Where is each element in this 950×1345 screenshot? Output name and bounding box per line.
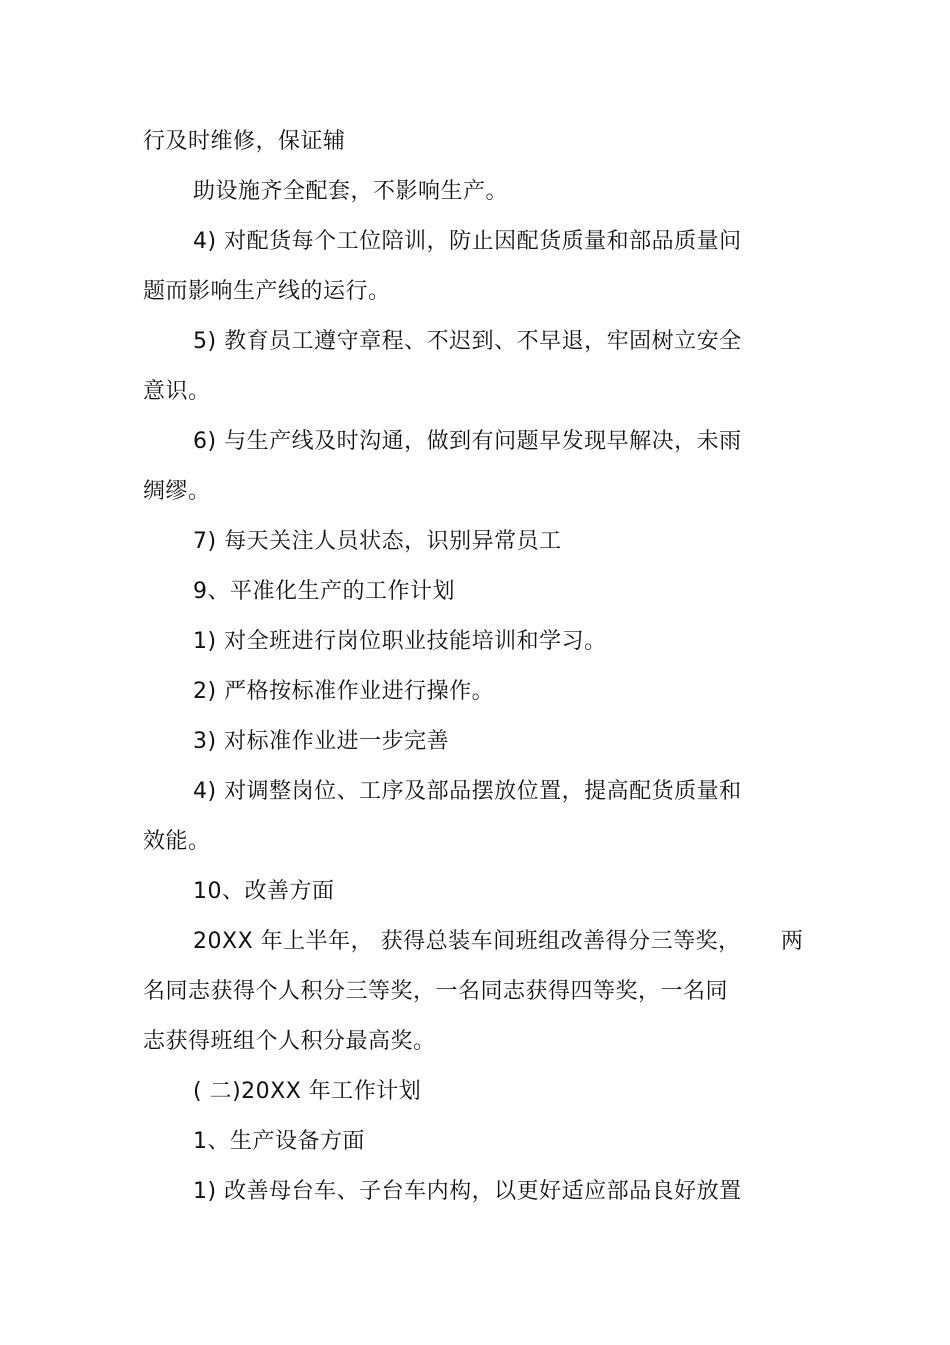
paragraph-line: 20XX 年上半年， 获得总装车间班组改善得分三等奖， — [193, 929, 741, 954]
paragraph-line: 意识。 — [143, 379, 211, 404]
paragraph-line: 题而影响生产线的运行。 — [143, 279, 391, 304]
paragraph-line: 助设施齐全配套，不影响生产。 — [193, 179, 509, 204]
section-heading: 1、生产设备方面 — [193, 1129, 365, 1154]
paragraph-line-fragment: 两 — [781, 929, 804, 954]
paragraph-line: 5) 教育员工遵守章程、不迟到、不早退，牢固树立安全 — [193, 329, 742, 354]
paragraph-line: 1) 改善母台车、子台车内构，以更好适应部品良好放置 — [193, 1179, 742, 1204]
paragraph-line: 行及时维修，保证辅 — [143, 129, 346, 154]
section-heading: 9、平准化生产的工作计划 — [193, 579, 455, 604]
paragraph-line: 志获得班组个人积分最高奖。 — [143, 1029, 436, 1054]
section-heading: 10、改善方面 — [193, 879, 335, 904]
paragraph-line: 6) 与生产线及时沟通，做到有问题早发现早解决，未雨 — [193, 429, 742, 454]
paragraph-line: 1) 对全班进行岗位职业技能培训和学习。 — [193, 629, 607, 654]
paragraph-line: 名同志获得个人积分三等奖，一名同志获得四等奖，一名同 — [143, 979, 729, 1004]
paragraph-line: 4) 对调整岗位、工序及部品摆放位置，提高配货质量和 — [193, 779, 742, 804]
paragraph-line: 3) 对标准作业进一步完善 — [193, 729, 450, 754]
section-heading: ( 二)20XX 年工作计划 — [193, 1079, 422, 1104]
paragraph-line: 7) 每天关注人员状态，识别异常员工 — [193, 529, 562, 554]
paragraph-line: 效能。 — [143, 829, 211, 854]
paragraph-line: 2) 严格按标准作业进行操作。 — [193, 679, 495, 704]
paragraph-line: 绸缪。 — [143, 479, 211, 504]
paragraph-line: 4) 对配货每个工位陪训，防止因配货质量和部品质量问 — [193, 229, 742, 254]
